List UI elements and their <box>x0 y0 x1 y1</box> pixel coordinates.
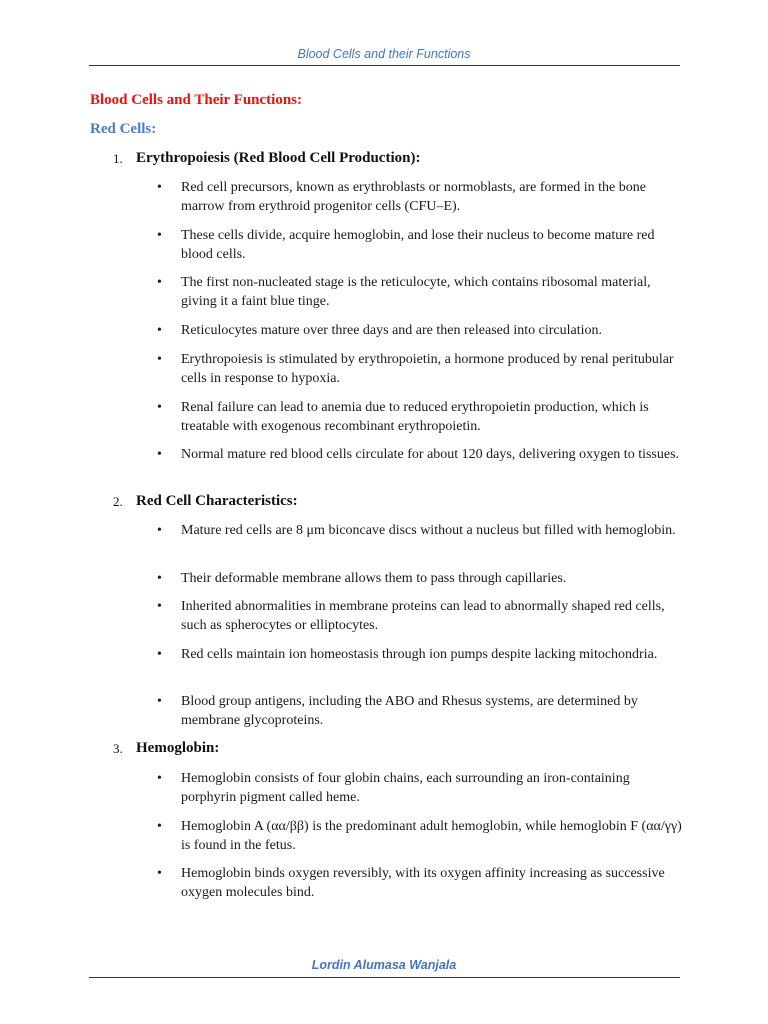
page-header-title: Blood Cells and their Functions <box>297 47 471 61</box>
list-item-text: Inherited abnormalities in membrane proteins can lead to abnormally shaped red cells, such as spherocytes or elliptocytes. <box>181 599 665 633</box>
bullet-icon: • <box>157 647 162 662</box>
list-item-text: Erythropoiesis is stimulated by erythropoietin, a hormone produced by renal peritubular cells in response to hypoxia. <box>181 352 674 386</box>
bullet-icon: • <box>157 866 162 881</box>
list-item-text: Normal mature red blood cells circulate for about 120 days, delivering oxygen to tissues. <box>181 447 680 462</box>
bullet-icon: • <box>157 571 162 586</box>
footer-divider <box>89 977 680 978</box>
bullet-icon: • <box>157 180 162 195</box>
list-item-text: Hemoglobin binds oxygen reversibly, with its oxygen affinity increasing as successive oxygen molecules bind. <box>181 866 665 900</box>
page-footer-author: Lordin Alumasa Wanjala <box>311 958 457 972</box>
bullet-icon: • <box>157 400 162 415</box>
list-item-text: Red cell precursors, known as erythroblasts or normoblasts, are formed in the bone marrow from erythroid progenitor cells (CFU–E). <box>181 180 646 214</box>
bullet-icon: • <box>157 228 162 243</box>
list-item-text: These cells divide, acquire hemoglobin, and lose their nucleus to become mature red blood cells. <box>181 228 655 262</box>
list-item-text: Blood group antigens, including the ABO and Rhesus systems, are determined by membrane glycoproteins. <box>181 694 638 728</box>
list-item-text: Red cells maintain ion homeostasis through ion pumps despite lacking mitochondria. <box>181 647 658 662</box>
bullet-icon: • <box>157 771 162 786</box>
list-heading-label: Red Cell Characteristics: <box>136 493 298 509</box>
bullet-icon: • <box>157 447 162 462</box>
section-heading-red-cells: Red Cells: <box>90 121 157 137</box>
bullet-icon: • <box>157 323 162 338</box>
bullet-icon: • <box>157 599 162 614</box>
bullet-icon: • <box>157 694 162 709</box>
document-title: Blood Cells and Their Functions: <box>90 92 302 108</box>
bullet-icon: • <box>157 275 162 290</box>
list-item-text: Hemoglobin A (αα/ββ) is the predominant adult hemoglobin, while hemoglobin F (αα/γγ) is found in the fetus. <box>181 819 682 853</box>
header-divider <box>89 65 680 66</box>
list-number: 1. <box>113 151 123 166</box>
list-item-text: Mature red cells are 8 μm biconcave discs without a nucleus but filled with hemoglobin. <box>181 523 676 538</box>
list-number: 3. <box>113 741 123 756</box>
list-item-text: Hemoglobin consists of four globin chains, each surrounding an iron-containing porphyrin pigment called heme. <box>181 771 630 805</box>
list-number: 2. <box>113 494 123 509</box>
list-heading-label: Hemoglobin: <box>136 740 220 756</box>
bullet-icon: • <box>157 352 162 367</box>
list-item-text: Renal failure can lead to anemia due to reduced erythropoietin production, which is treatable with exogenous recombinant erythropoietin. <box>181 400 649 434</box>
bullet-icon: • <box>157 523 162 538</box>
list-item-text: The first non-nucleated stage is the reticulocyte, which contains ribosomal material, giving it a faint blue tinge. <box>181 275 651 309</box>
list-item-text: Reticulocytes mature over three days and are then released into circulation. <box>181 323 602 338</box>
bullet-icon: • <box>157 819 162 834</box>
list-heading-label: Erythropoiesis (Red Blood Cell Production): <box>136 150 421 166</box>
list-item-text: Their deformable membrane allows them to pass through capillaries. <box>181 571 567 586</box>
